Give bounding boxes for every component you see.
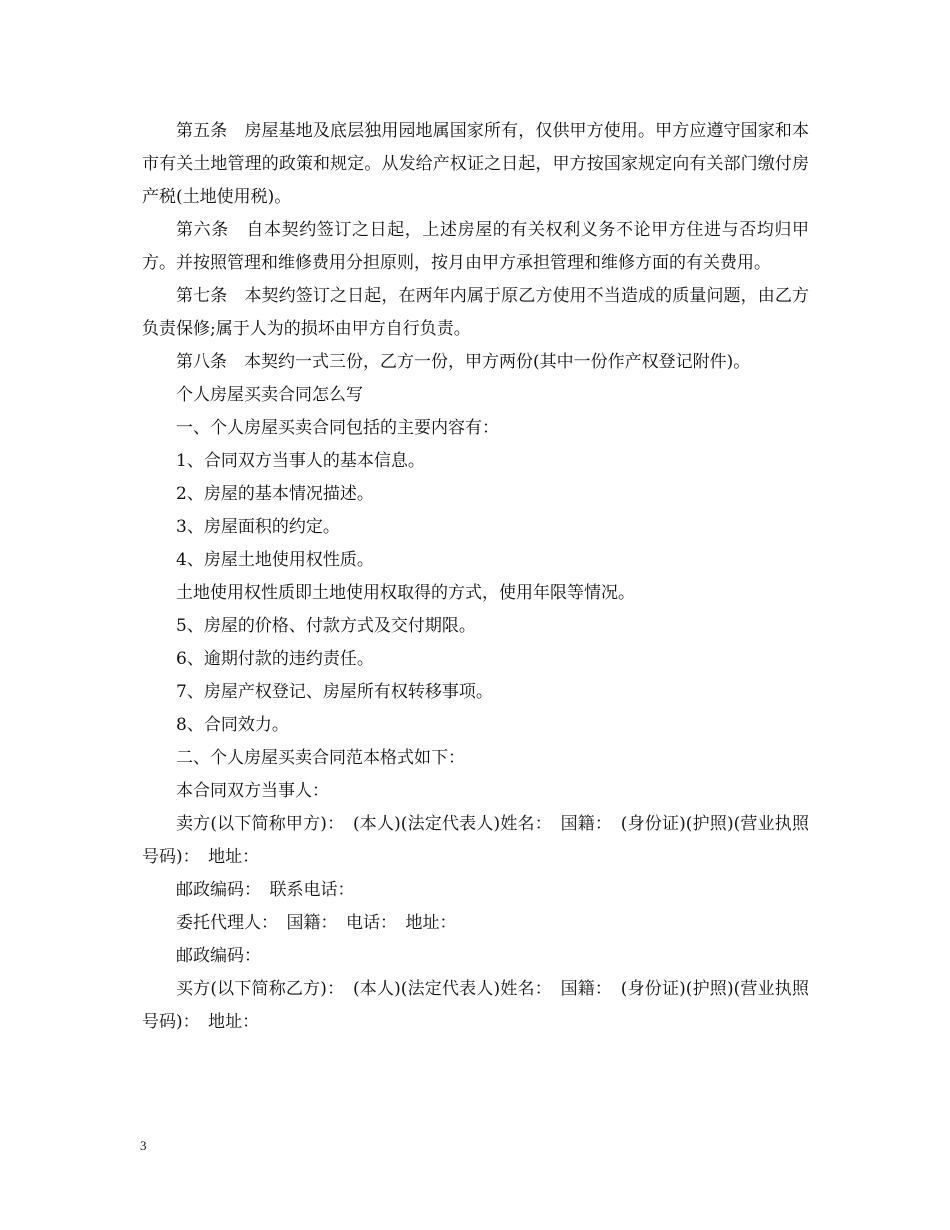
- document-body: [142, 115, 809, 1039]
- buyer-info: 买方(以下简称乙方)： (本人)(法定代表人)姓名： 国籍： (身份证)(护照)(营业执照号码)： 地址：: [142, 979, 809, 1032]
- list-item: 4、房屋土地使用权性质。: [176, 550, 374, 570]
- list-item: 3、房屋面积的约定。: [176, 517, 340, 537]
- seller-info: 卖方(以下简称甲方)： (本人)(法定代表人)姓名： 国籍： (身份证)(护照)(营业执照号码)： 地址：: [142, 814, 809, 867]
- paragraph-article-8: 第八条 本契约一式三份，乙方一份，甲方两份(其中一份作产权登记附件)。: [176, 352, 751, 372]
- paragraph-article-5: 第五条 房屋基地及底层独用园地属国家所有，仅供甲方使用。甲方应遵守国家和本市有关土地管理的政策和规定。从发给产权证之日起，甲方按国家规定向有关部门缴付房产税(土地使用税)。: [142, 121, 809, 207]
- list-item: 7、房屋产权登记、房屋所有权转移事项。: [176, 682, 493, 702]
- list-item: 2、房屋的基本情况描述。: [176, 484, 374, 504]
- agent-postcode: 邮政编码：: [176, 946, 261, 966]
- paragraph-article-7: 第七条 本契约签订之日起，在两年内属于原乙方使用不当造成的质量问题，由乙方负责保修;属于人为的损坏由甲方自行负责。: [142, 286, 809, 339]
- list-item-note: 土地使用权性质即土地使用权取得的方式，使用年限等情况。: [176, 583, 635, 603]
- paragraph-article-6: 第六条 自本契约签订之日起，上述房屋的有关权利义务不论甲方住进与否均归甲方。并按照管理和维修费用分担原则，按月由甲方承担管理和维修方面的有关费用。: [142, 220, 809, 273]
- parties-intro: 本合同双方当事人：: [176, 781, 329, 801]
- page-number: 3: [140, 1138, 147, 1153]
- subsection-heading-1: 一、个人房屋买卖合同包括的主要内容有：: [176, 418, 499, 438]
- list-item: 1、合同双方当事人的基本信息。: [176, 451, 425, 471]
- list-item: 8、合同效力。: [176, 715, 289, 735]
- agent-info: 委托代理人： 国籍： 电话： 地址：: [176, 913, 457, 933]
- seller-contact: 邮政编码： 联系电话：: [176, 880, 355, 900]
- subsection-heading-2: 二、个人房屋买卖合同范本格式如下：: [176, 748, 465, 768]
- list-item: 5、房屋的价格、付款方式及交付期限。: [176, 616, 476, 636]
- list-item: 6、逾期付款的违约责任。: [176, 649, 374, 669]
- section-heading: 个人房屋买卖合同怎么写: [176, 385, 363, 405]
